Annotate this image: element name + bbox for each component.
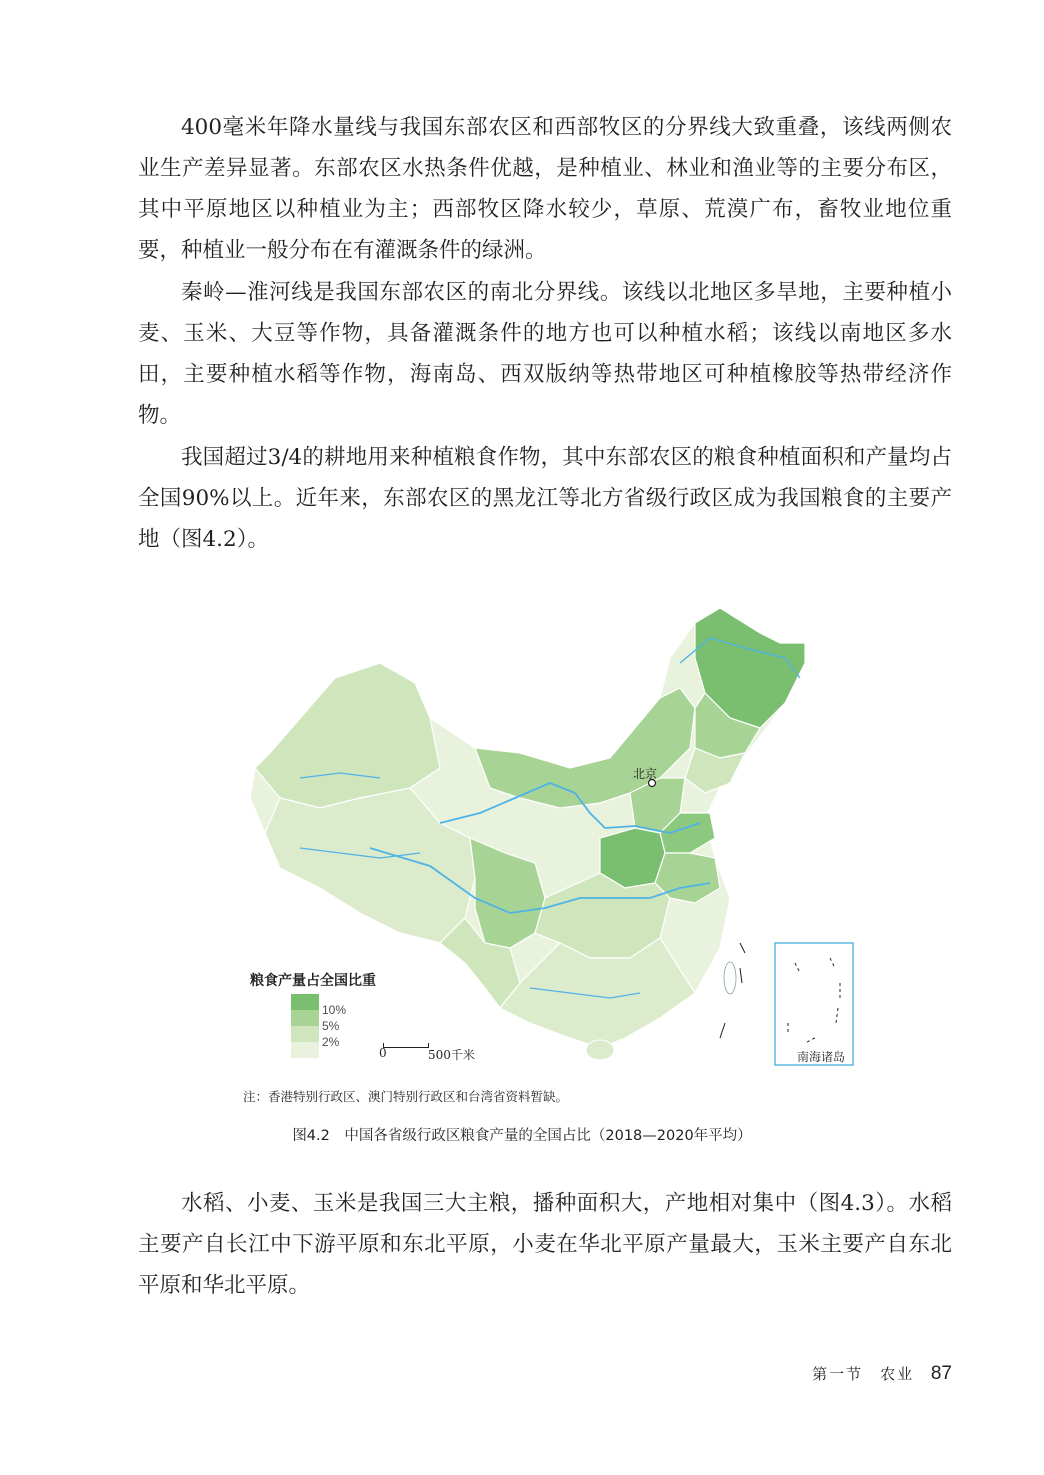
beijing-label: 北京 <box>633 767 658 781</box>
page-footer <box>812 1363 952 1385</box>
legend-label-5: 5% <box>322 1019 340 1033</box>
nanhai-inset-label: 南海诸岛 <box>797 1050 846 1064</box>
legend-swatch-5 <box>291 1010 319 1026</box>
legend-swatch-2 <box>291 1026 319 1042</box>
figure-caption: 图4.2 中国各省级行政区粮食产量的全国占比（2018—2020年平均） <box>292 1128 752 1144</box>
legend-title: 粮食产量占全国比重 <box>250 973 376 989</box>
paragraph-precipitation-line: 400毫米年降水量线与我国东部农区和西部牧区的分界线大致重叠，该线两侧农业生产差异显著。东部农区水热条件优越，是种植业、林业和渔业等的主要分布区，其中平原地区以种植业为主；西部牧区降水较少，草原、荒漠广布，畜牧业地位重要，种植业一般分布在有灌溉条件的绿洲。 <box>138 115 952 263</box>
legend-swatch-10 <box>291 994 319 1010</box>
scale-bar <box>383 1043 429 1048</box>
map-region-taiwan <box>724 962 736 994</box>
map-region-xinjiang <box>255 663 440 808</box>
nanhai-inset-frame <box>775 943 853 1065</box>
scale-zero-label: 0 <box>379 1046 387 1060</box>
map-region-hainan <box>586 1040 614 1060</box>
footer-section: 第一节 农业 <box>812 1365 915 1383</box>
paragraph-qinling-huaihe: 秦岭—淮河线是我国东部农区的南北分界线。该线以北地区多旱地，主要种植小麦、玉米、大豆等作物，具备灌溉条件的地方也可以种植水稻；该线以南地区多水田，主要种植水稻等作物，海南岛、西双版纳等热带地区可种植橡胶等热带经济作物。 <box>138 280 952 428</box>
page-number: 87 <box>930 1363 952 1384</box>
legend-label-10: 10% <box>322 1003 347 1017</box>
legend-swatch-min <box>291 1042 319 1058</box>
legend-label-2: 2% <box>322 1035 340 1049</box>
scale-distance-label: 500千米 <box>428 1048 475 1062</box>
paragraph-staple-crops: 水稻、小麦、玉米是我国三大主粮，播种面积大，产地相对集中（图4.3）。水稻主要产自长江中下游平原和东北平原，小麦在华北平原产量最大，玉米主要产自东北平原和华北平原。 <box>138 1191 952 1298</box>
paragraph-grain-land: 我国超过3/4的耕地用来种植粮食作物，其中东部农区的粮食种植面积和产量均占全国90%以上。近年来，东部农区的黑龙江等北方省级行政区成为我国粮食的主要产地（图4.2）。 <box>138 445 952 552</box>
map-note: 注：香港特别行政区、澳门特别行政区和台湾省资料暂缺。 <box>243 1089 569 1104</box>
